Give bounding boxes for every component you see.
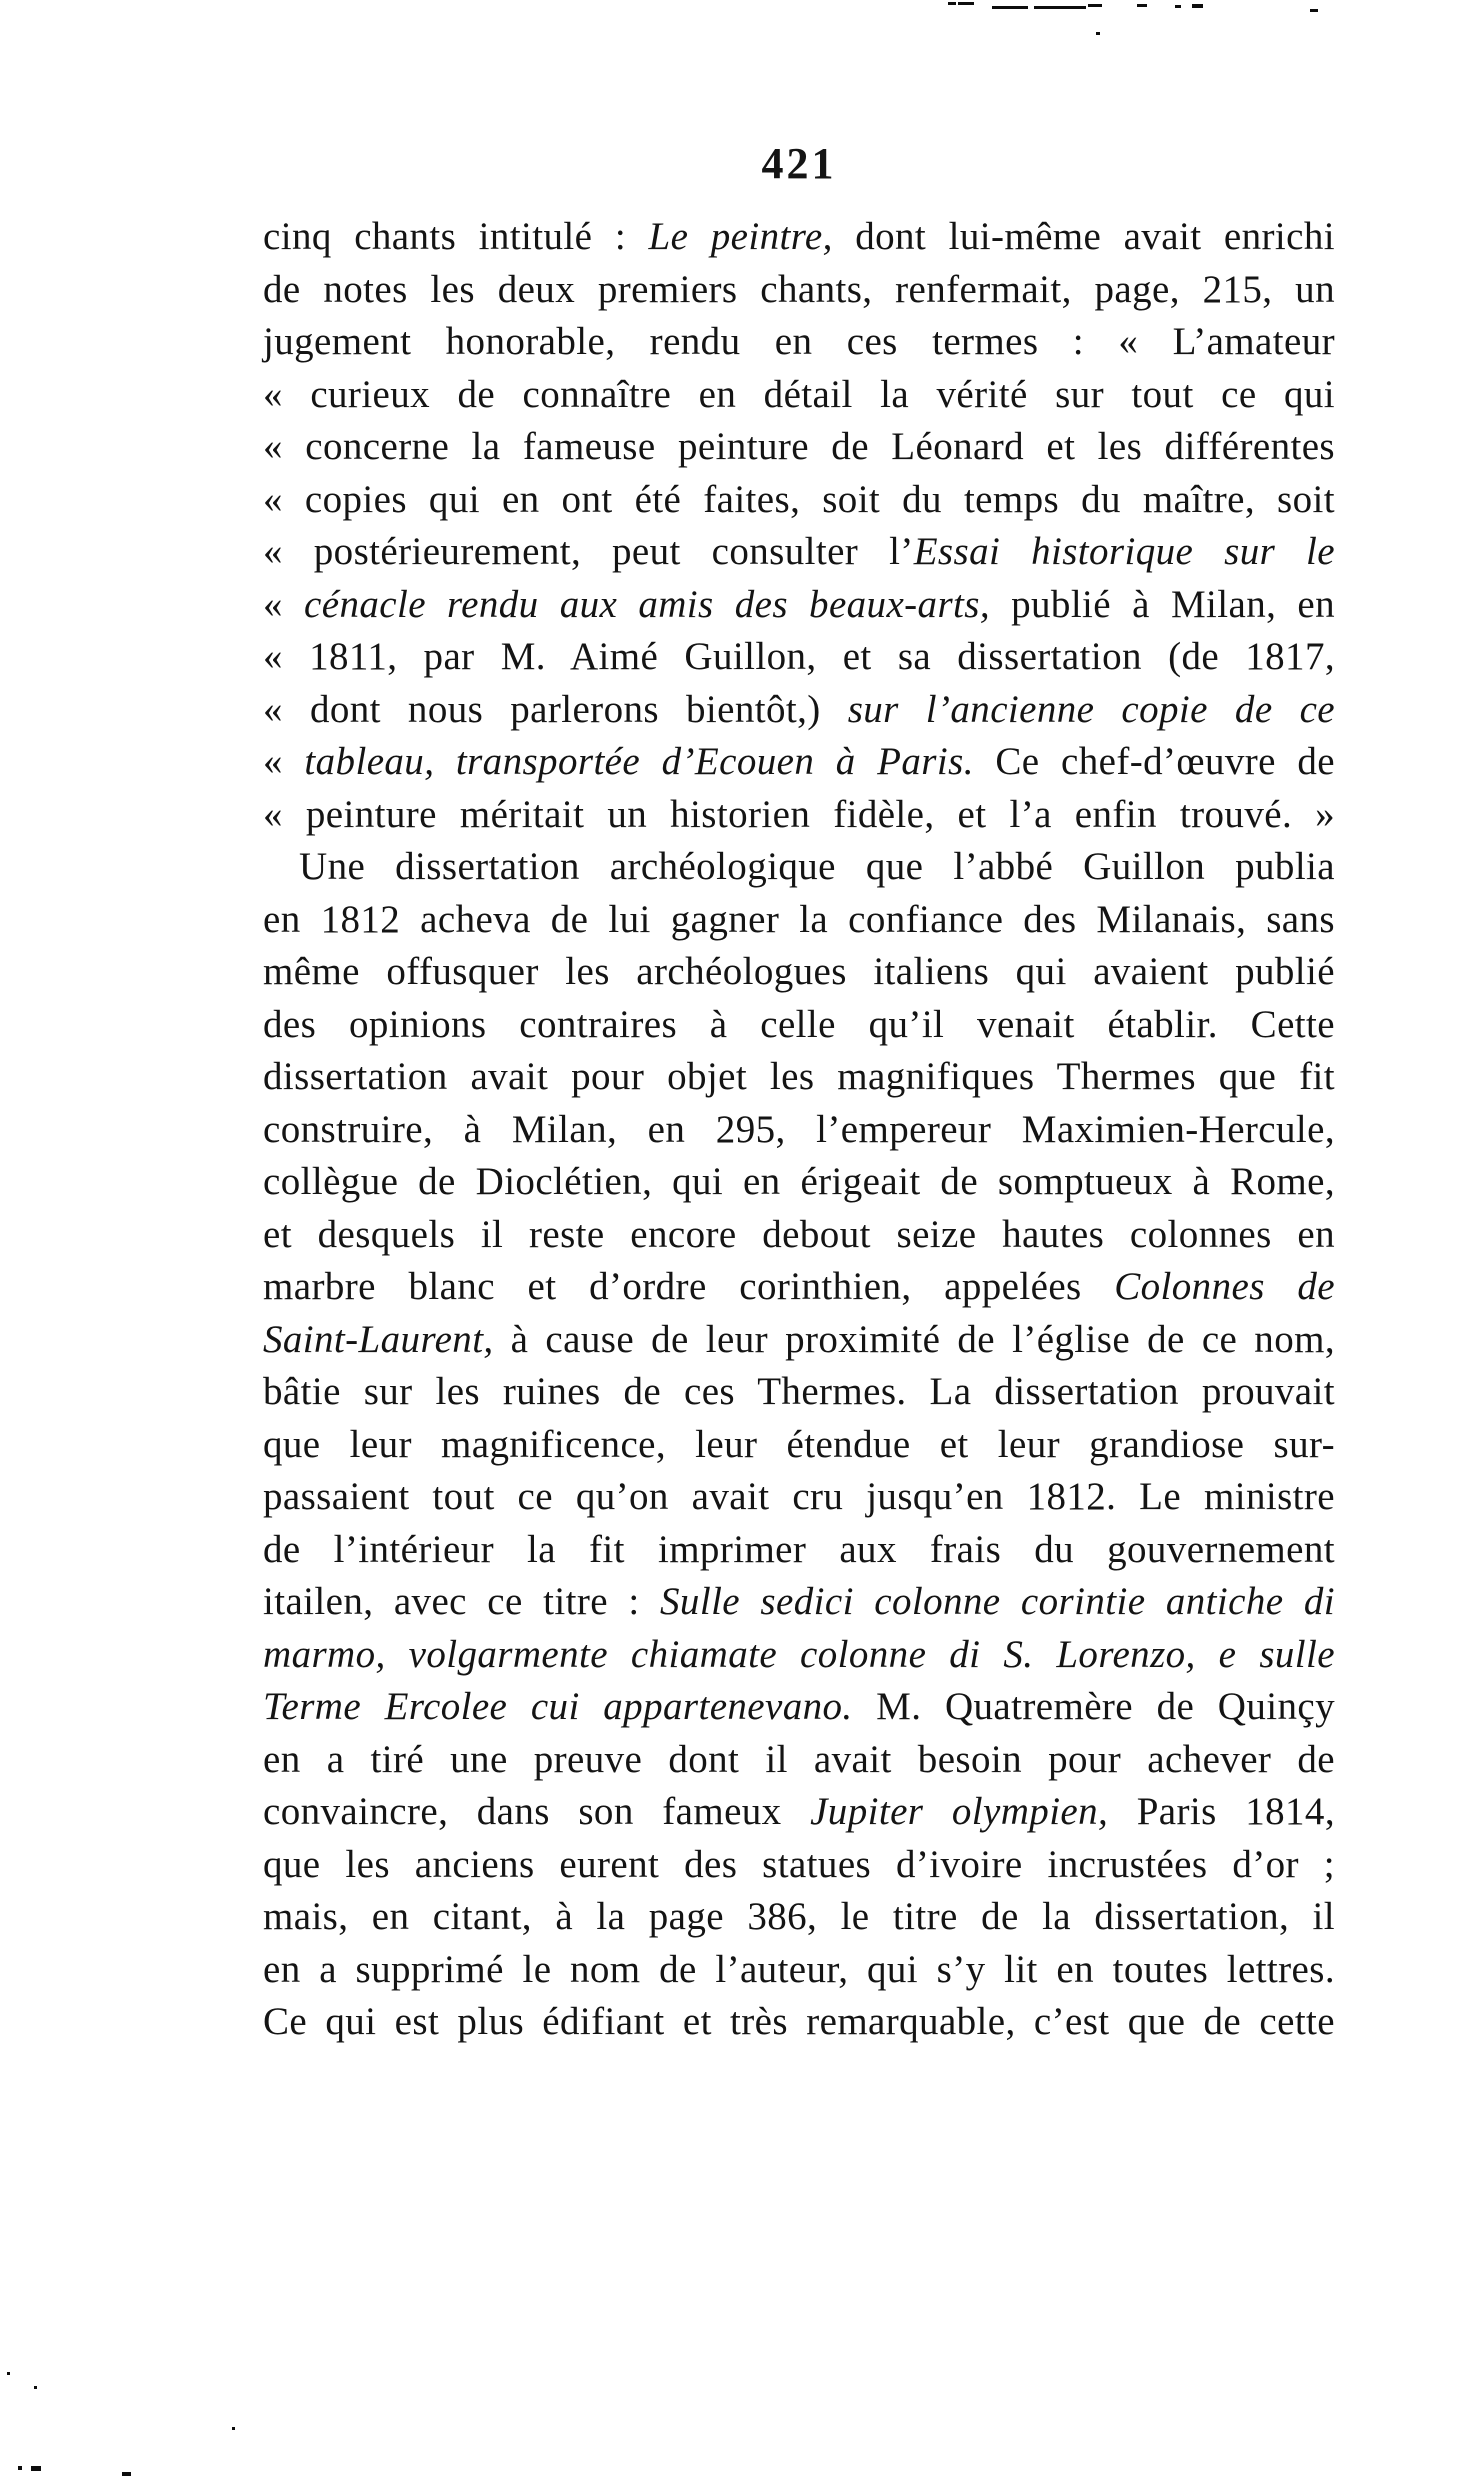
scan-artifact — [7, 2372, 10, 2375]
text-line — [263, 1156, 1335, 1209]
text-line — [263, 1891, 1335, 1944]
text-line — [263, 211, 1335, 264]
text-segment: « postérieurement, peut consulter l’ — [263, 530, 914, 573]
text-line — [263, 1786, 1335, 1839]
scan-artifact — [18, 2466, 22, 2470]
text-line — [263, 369, 1335, 422]
text-segment: Paris 1814, — [1108, 1790, 1335, 1833]
italic-text-segment: Jupiter olympien, — [810, 1790, 1109, 1833]
text-segment: même offusquer les archéologues italiens qui avaient publié — [263, 950, 1335, 993]
text-segment: M. Quatremère de Quinçy — [852, 1685, 1335, 1728]
italic-text-segment: Essai historique sur le — [913, 530, 1335, 573]
scan-artifact — [1310, 9, 1318, 12]
text-line — [263, 1629, 1335, 1682]
scan-artifact — [1192, 4, 1203, 8]
text-segment: « copies qui en ont été faites, soit du temps du maître, soit — [263, 477, 1335, 521]
text-segment: dont lui-même avait enrichi — [832, 215, 1336, 258]
text-segment: bâtie sur les ruines de ces Thermes. La dissertation prouvait — [263, 1370, 1335, 1413]
italic-text-segment: marmo, volgarmente chiamate colonne di S. Lorenzo, e sulle — [263, 1632, 1335, 1676]
text-segment: et desquels il reste encore debout seize hautes colonnes en — [263, 1212, 1335, 1256]
text-line — [263, 1944, 1335, 1997]
italic-text-segment: Colonnes de — [1114, 1265, 1335, 1308]
text-line — [263, 1996, 1335, 2049]
text-line — [263, 1104, 1335, 1157]
text-segment: construire, à Milan, en 295, l’empereur Maximien-Hercule, — [263, 1107, 1335, 1151]
italic-text-segment: sur l’ancienne copie de ce — [847, 687, 1335, 731]
text-segment: collègue de Dioclétien, qui en érigeait de somptueux à Rome, — [263, 1160, 1335, 1203]
text-segment: mais, en citant, à la page 386, le titre de la dissertation, il — [263, 1895, 1335, 1938]
text-line — [263, 999, 1335, 1052]
italic-text-segment: cénacle rendu aux amis des beaux-arts, — [304, 582, 990, 626]
text-segment: « peinture méritait un historien fidèle, et l’a enfin trouvé. » — [263, 792, 1335, 836]
text-line — [263, 579, 1335, 632]
text-segment: que les anciens eurent des statues d’ivoire incrustées d’or ; — [263, 1842, 1335, 1886]
text-line — [263, 1734, 1335, 1787]
text-line — [263, 684, 1335, 737]
italic-text-segment: Le peintre, — [648, 215, 833, 258]
text-segment: que leur magnificence, leur étendue et leur grandiose sur- — [263, 1422, 1335, 1466]
text-line — [263, 1051, 1335, 1104]
italic-text-segment: Saint-Laurent, — [263, 1317, 494, 1361]
text-block — [263, 211, 1335, 2049]
scan-artifact — [1034, 6, 1086, 9]
text-segment: à cause de leur proximité de l’église de ce nom, — [493, 1317, 1335, 1361]
text-line — [263, 894, 1335, 947]
text-segment: des opinions contraires à celle qu’il venait établir. Cette — [263, 1002, 1335, 1046]
text-line — [263, 526, 1335, 579]
text-line — [263, 1471, 1335, 1524]
text-line — [263, 946, 1335, 999]
text-segment: « concerne la fameuse peinture de Léonard et les différentes — [263, 425, 1335, 468]
text-line — [263, 1419, 1335, 1472]
text-line — [263, 1314, 1335, 1367]
text-line — [263, 316, 1335, 369]
scan-artifact — [34, 2386, 37, 2389]
text-line — [263, 631, 1335, 684]
text-segment: Ce chef-d’œuvre de — [973, 740, 1335, 783]
scan-artifact — [31, 2466, 41, 2471]
scan-artifact — [992, 6, 1028, 9]
italic-text-segment: Terme Ercolee cui appartenevano. — [263, 1685, 853, 1728]
text-segment: Une dissertation archéologique que l’abbé Guillon publia — [299, 845, 1335, 888]
text-segment: publié à Milan, en — [990, 582, 1336, 626]
text-segment: dissertation avait pour objet les magnifiques Thermes que fit — [263, 1055, 1335, 1098]
text-line — [263, 736, 1335, 789]
text-segment: Ce qui est plus édifiant et très remarquable, c’est que de cette — [263, 2000, 1335, 2043]
text-line — [263, 421, 1335, 474]
text-line — [263, 1261, 1335, 1314]
scan-artifact — [1088, 4, 1102, 7]
scan-artifact — [1175, 5, 1181, 8]
page-number: 421 — [761, 139, 837, 188]
scan-artifact — [948, 2, 956, 5]
text-segment: itailen, avec ce titre : — [263, 1580, 661, 1623]
text-segment: passaient tout ce qu’on avait cru jusqu’en 1812. Le ministre — [263, 1475, 1335, 1518]
text-line — [263, 1366, 1335, 1419]
text-segment: « — [263, 740, 305, 783]
text-line — [263, 1209, 1335, 1262]
scan-artifact — [232, 2427, 235, 2430]
text-segment: en a supprimé le nom de l’auteur, qui s’y lit en toutes lettres. — [263, 1947, 1335, 1991]
italic-text-segment: tableau, transportée d’Ecouen à Paris. — [304, 740, 974, 783]
italic-text-segment: Sulle sedici colonne corintie antiche di — [660, 1580, 1335, 1623]
text-segment: cinq chants intitulé : — [263, 215, 649, 258]
text-segment: convaincre, dans son fameux — [263, 1790, 811, 1833]
text-line — [263, 1681, 1335, 1734]
text-line — [263, 474, 1335, 527]
text-segment: en 1812 acheva de lui gagner la confiance des Milanais, sans — [263, 897, 1335, 941]
text-line — [263, 789, 1335, 842]
text-segment: « 1811, par M. Aimé Guillon, et sa dissertation (de 1817, — [263, 635, 1335, 678]
scan-artifact — [1137, 4, 1147, 7]
scan-artifact — [1096, 32, 1100, 35]
text-segment: « — [263, 582, 305, 626]
text-line — [263, 1839, 1335, 1892]
text-line — [263, 264, 1335, 317]
text-segment: de notes les deux premiers chants, renfermait, page, 215, un — [263, 267, 1335, 311]
text-segment: de l’intérieur la fit imprimer aux frais du gouvernement — [263, 1527, 1335, 1571]
text-segment: en a tiré une preuve dont il avait besoin pour achever de — [263, 1737, 1335, 1781]
text-line — [263, 1524, 1335, 1577]
text-segment: jugement honorable, rendu en ces termes : « L’amateur — [263, 320, 1335, 363]
text-line — [263, 841, 1335, 894]
text-line — [263, 1576, 1335, 1629]
text-segment: « dont nous parlerons bientôt,) — [263, 687, 848, 731]
scan-artifact — [958, 2, 974, 5]
text-segment: marbre blanc et d’ordre corinthien, appelées — [263, 1265, 1115, 1308]
scan-artifact — [122, 2472, 131, 2476]
text-segment: « curieux de connaître en détail la vérité sur tout ce qui — [263, 372, 1335, 416]
